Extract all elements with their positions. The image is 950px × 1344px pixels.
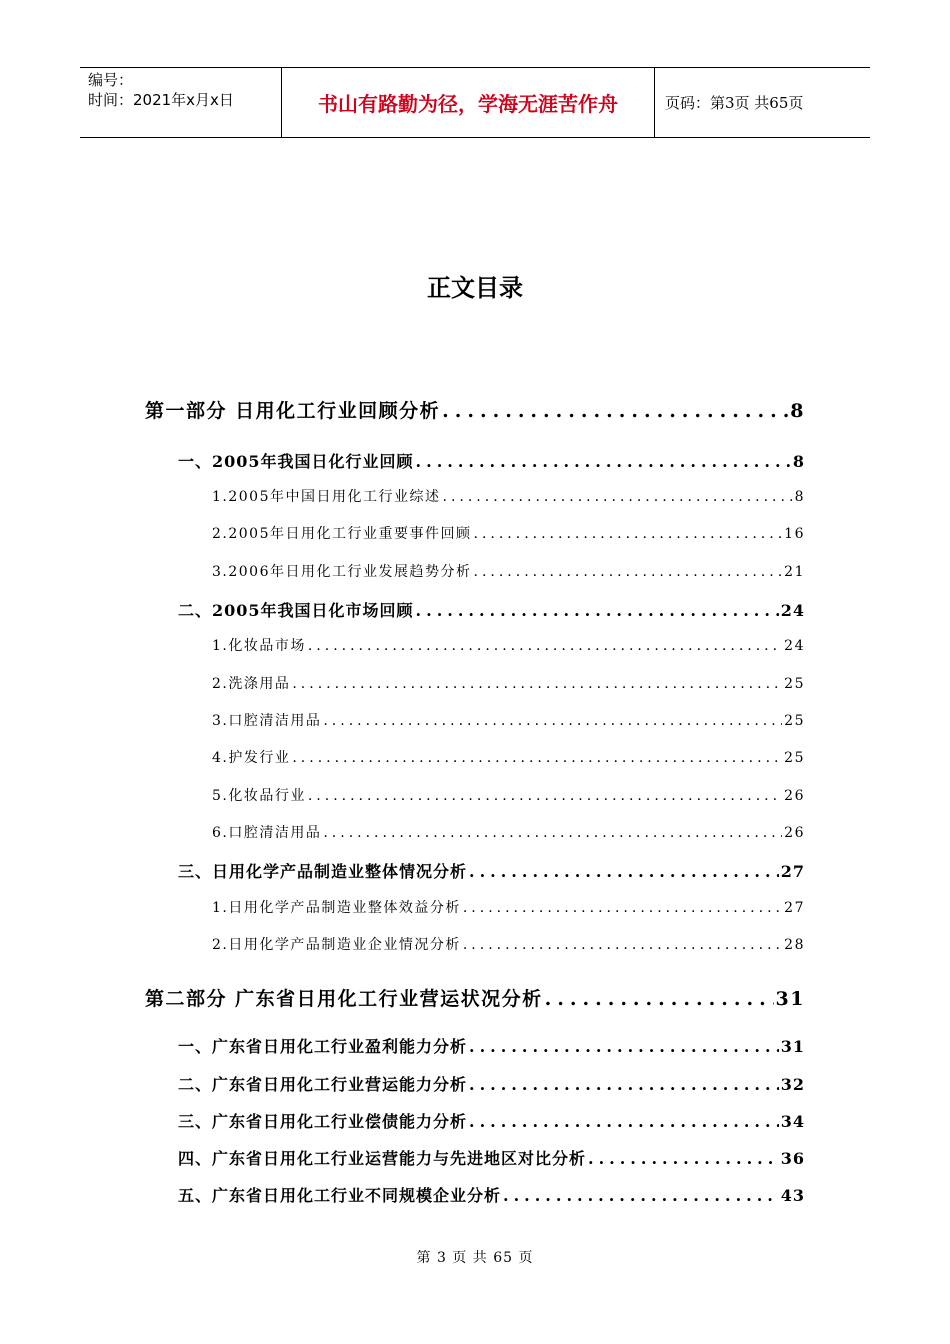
toc-leader-dots (323, 713, 782, 729)
toc-entry[interactable] (212, 635, 805, 655)
toc-entry-label: 3.口腔清洁用品 (212, 713, 322, 729)
toc-leader-dots (416, 601, 779, 620)
toc-entry-page: 26 (784, 788, 805, 804)
toc-leader-dots (463, 900, 782, 916)
toc-entry-page: 8 (794, 489, 805, 505)
toc-entry-label: 二、广东省日用化工行业营运能力分析 (178, 1075, 468, 1094)
toc-entry-page: 43 (780, 1186, 805, 1205)
toc-entry-page: 27 (784, 900, 805, 916)
document-title: 正文目录 (427, 274, 523, 302)
toc-entry[interactable] (212, 822, 805, 842)
toc-entry-label: 三、日用化学产品制造业整体情况分析 (178, 862, 468, 881)
toc-entry-label: 6.口腔清洁用品 (212, 825, 322, 841)
toc-entry[interactable] (212, 561, 805, 581)
toc-entry-label: 一、广东省日用化工行业盈利能力分析 (178, 1037, 468, 1056)
toc-entry[interactable] (212, 747, 805, 767)
toc-entry-page: 25 (784, 713, 805, 729)
toc-entry-label: 2.2005年日用化工行业重要事件回顾 (212, 526, 472, 542)
toc-leader-dots (292, 750, 782, 766)
toc-entry-page: 21 (784, 564, 805, 580)
page-header (80, 67, 870, 138)
toc-entry[interactable] (178, 1072, 805, 1095)
toc-leader-dots (588, 1149, 779, 1168)
toc-leader-dots (469, 1112, 779, 1131)
toc-leader-dots (545, 988, 774, 1010)
toc-leader-dots (463, 937, 782, 953)
toc-entry-page: 36 (780, 1149, 805, 1168)
toc-leader-dots (323, 825, 782, 841)
toc-entry-label: 第一部分 日用化工行业回顾分析 (145, 400, 441, 422)
toc-entry[interactable] (145, 396, 805, 423)
header-page-info: 页码：第3页 共65页 (665, 94, 804, 112)
toc-entry[interactable] (178, 598, 805, 621)
toc-entry-label: 一、2005年我国日化行业回顾 (178, 452, 414, 471)
toc-entry-page: 27 (780, 862, 805, 881)
toc-entry-page: 24 (780, 601, 805, 620)
toc-entry[interactable] (212, 897, 805, 917)
toc-leader-dots (443, 489, 793, 505)
toc-entry[interactable] (178, 1109, 805, 1132)
toc-entry-label: 1.日用化学产品制造业整体效益分析 (212, 900, 461, 916)
toc-entry-label: 二、2005年我国日化市场回顾 (178, 601, 414, 620)
toc-entry-page: 8 (792, 452, 805, 471)
toc-entry[interactable] (212, 486, 805, 506)
toc-entry-label: 三、广东省日用化工行业偿债能力分析 (178, 1112, 468, 1131)
toc-leader-dots (469, 862, 779, 881)
toc-entry[interactable] (212, 934, 805, 954)
toc-leader-dots (469, 1075, 779, 1094)
toc-entry-label: 2.洗涤用品 (212, 676, 291, 692)
toc-entry-page: 28 (784, 937, 805, 953)
toc-entry-page: 31 (775, 988, 805, 1010)
time-label: 时间：2021年x月x日 (88, 91, 234, 109)
toc-entry[interactable] (212, 785, 805, 805)
toc-entry-label: 3.2006年日用化工行业发展趋势分析 (212, 564, 472, 580)
number-label: 编号： (88, 71, 134, 89)
page-footer: 第 3 页 共 65 页 (416, 1250, 534, 1266)
toc-entry-page: 26 (784, 825, 805, 841)
header-meta (80, 68, 282, 137)
toc-entry[interactable] (178, 449, 805, 472)
toc-entry[interactable] (178, 859, 805, 882)
toc-entry-page: 34 (780, 1112, 805, 1131)
toc-entry-page: 25 (784, 676, 805, 692)
toc-entry-label: 5.化妆品行业 (212, 788, 306, 804)
toc-leader-dots (442, 400, 788, 422)
toc-leader-dots (474, 526, 783, 542)
toc-leader-dots (308, 788, 782, 804)
toc-entry-label: 五、广东省日用化工行业不同规模企业分析 (178, 1186, 502, 1205)
toc-leader-dots (308, 638, 782, 654)
toc-entry-page: 25 (784, 750, 805, 766)
toc-leader-dots (503, 1186, 779, 1205)
toc-entry[interactable] (145, 984, 805, 1011)
toc-entry-label: 四、广东省日用化工行业运营能力与先进地区对比分析 (178, 1149, 587, 1168)
toc-entry-label: 1.化妆品市场 (212, 638, 306, 654)
toc-entry-page: 8 (790, 400, 805, 422)
toc-entry[interactable] (212, 673, 805, 693)
toc-entry-page: 31 (780, 1037, 805, 1056)
toc-leader-dots (292, 676, 782, 692)
toc-entry[interactable] (178, 1183, 805, 1206)
toc-leader-dots (469, 1037, 779, 1056)
header-motto: 书山有路勤为径，学海无涯苦作舟 (282, 68, 655, 137)
toc-entry[interactable] (212, 523, 805, 543)
toc-entry-page: 16 (784, 526, 805, 542)
toc-entry-label: 第二部分 广东省日用化工行业营运状况分析 (145, 988, 543, 1010)
toc-entry[interactable] (178, 1146, 805, 1169)
toc-entry-label: 2.日用化学产品制造业企业情况分析 (212, 937, 461, 953)
toc-entry-page: 32 (780, 1075, 805, 1094)
toc-entry-label: 4.护发行业 (212, 750, 291, 766)
toc-entry[interactable] (178, 1034, 805, 1057)
toc-entry[interactable] (212, 710, 805, 730)
toc-leader-dots (474, 564, 783, 580)
toc-entry-label: 1.2005年中国日用化工行业综述 (212, 489, 441, 505)
toc-leader-dots (416, 452, 791, 471)
toc-entry-page: 24 (784, 638, 805, 654)
